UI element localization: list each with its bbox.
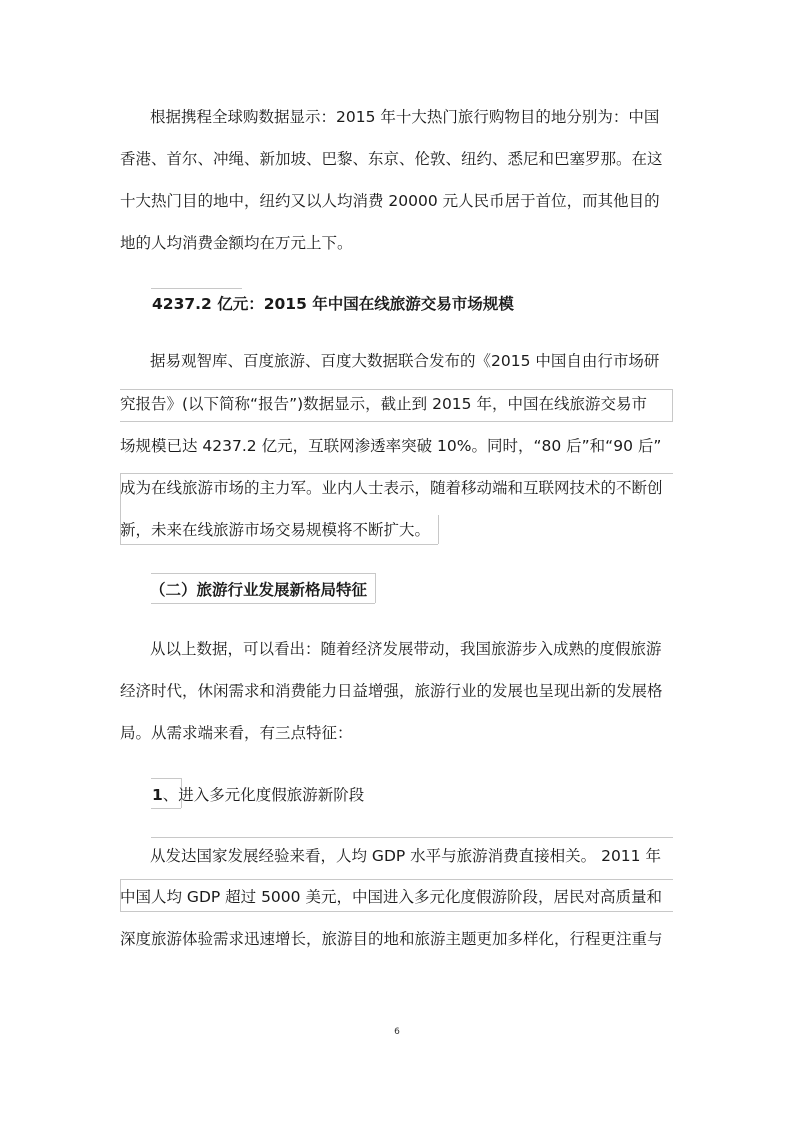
text-line: 新，未来在线旅游市场交易规模将不断扩大。 — [120, 521, 431, 539]
divider — [151, 573, 375, 574]
text-line: 局。从需求端来看，有三点特征： — [120, 724, 353, 742]
text-line: 根据携程全球购数据显示：2015 年十大热门旅行购物目的地分别为：中国 — [150, 108, 660, 126]
text-line: 场规模已达 4237.2 亿元，互联网渗透率突破 10%。同时，“80 后”和“90 后” — [120, 437, 662, 455]
text-line: 十大热门目的地中，纽约又以人均消费 20000 元人民币居于首位，而其他目的 — [120, 192, 660, 210]
text-line: 据易观智库、百度旅游、百度大数据联合发布的《2015 中国自由行市场研 — [150, 352, 660, 370]
revision-border — [151, 837, 673, 838]
text-line: 中国人均 GDP 超过 5000 美元，中国进入多元化度假游阶段，居民对高质量和 — [120, 888, 662, 906]
revision-border — [120, 473, 121, 545]
section-heading: 4237.2 亿元：2015 年中国在线旅游交易市场规模 — [152, 295, 514, 313]
text-line: 从以上数据，可以看出：随着经济发展带动，我国旅游步入成熟的度假旅游 — [150, 640, 662, 658]
revision-border — [120, 544, 438, 545]
revision-border — [120, 879, 121, 911]
text-line: 究报告》(以下简称“报告”)数据显示，截止到 2015 年，中国在线旅游交易市 — [120, 395, 647, 413]
text-line: 成为在线旅游市场的主力军。业内人士表示，随着移动端和互联网技术的不断创 — [120, 479, 663, 497]
text-line: 香港、首尔、冲绳、新加坡、巴黎、东京、伦敦、纽约、悉尼和巴塞罗那。在这 — [120, 150, 663, 168]
revision-border — [438, 515, 439, 544]
revision-border — [672, 389, 673, 421]
page-number: 6 — [394, 1027, 400, 1037]
divider — [151, 808, 181, 809]
divider — [151, 603, 375, 604]
divider — [375, 573, 376, 603]
divider — [151, 778, 181, 779]
revision-border — [120, 421, 673, 422]
divider — [151, 288, 242, 289]
text-line: 地的人均消费金额均在万元上下。 — [120, 234, 353, 252]
subsection-title: 、进入多元化度假旅游新阶段 — [162, 786, 365, 804]
subsection-number: 1 — [152, 786, 163, 804]
section-heading: （二）旅游行业发展新格局特征 — [150, 581, 368, 599]
text-line: 经济时代，休闲需求和消费能力日益增强，旅游行业的发展也呈现出新的发展格 — [120, 682, 663, 700]
subsection-heading — [152, 783, 364, 807]
text-line: 从发达国家发展经验来看，人均 GDP 水平与旅游消费直接相关。 2011 年 — [150, 847, 661, 865]
revision-border — [120, 879, 673, 880]
revision-border — [120, 473, 673, 474]
revision-border — [120, 911, 673, 912]
revision-border — [120, 389, 673, 390]
text-line: 深度旅游体验需求迅速增长，旅游目的地和旅游主题更加多样化，行程更注重与 — [120, 930, 663, 948]
